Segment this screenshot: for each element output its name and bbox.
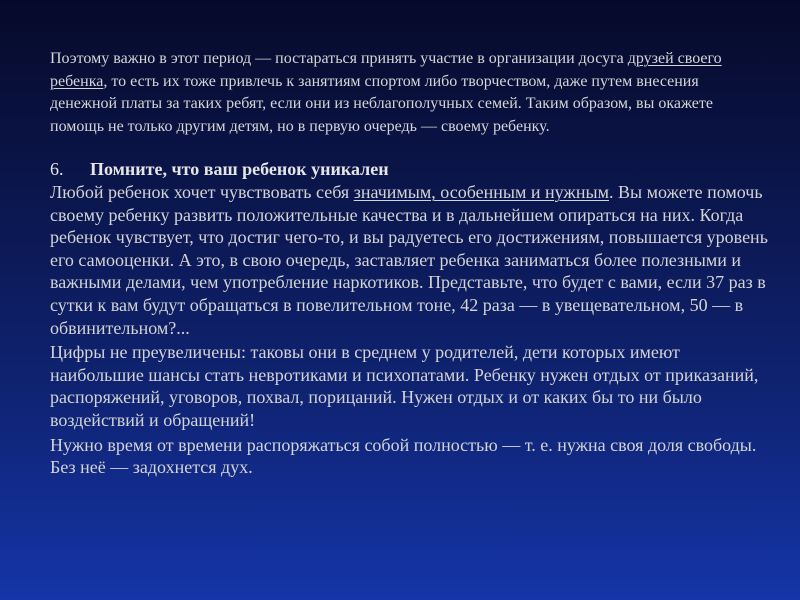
friends-link[interactable]: друзей своего ребенка xyxy=(50,50,722,90)
section-heading xyxy=(50,157,768,181)
significant-link[interactable]: значимым, особенным и нужным xyxy=(353,182,609,202)
figures-paragraph: Цифры не преувеличены: таковы они в среднем у родителей, дети которых имеют наибольшие шансы стать невротиками и психопатами. Ребенку нужен отдых от приказаний, распоряжений, уговоров, похвал, порицаний. Нужен отдых и от каких бы то ни было воздействий и обращений! xyxy=(50,342,759,430)
unique-text-end: . Вы можете помочь своему ребенку развить положительные качества и в дальнейшем опираться на них. Когда ребенок чувствует, что достиг чего-то, и вы радуетесь его достижениям, повышается уровень его самооценки. А это, в свою очередь, заставляет ребенка заниматься более полезными и важными делами, чем употребление наркотиков. Представьте, что будет с вами, если 37 раз в сутки к вам будут обращаться в повелительном тоне, 42 раза — в увещевательном, 50 — в обвинительном?... xyxy=(50,182,768,338)
freedom-paragraph: Нужно время от времени распоряжаться собой полностью — т. е. нужна своя доля свободы. Без неё — задохнется дух. xyxy=(50,434,757,478)
unique-text-start: Любой ребенок хочет чувствовать себя xyxy=(50,182,354,202)
intro-paragraph xyxy=(50,48,768,138)
unique-child-paragraph xyxy=(50,181,768,339)
intro-text-end: , то есть их тоже привлечь к занятиям спортом либо творчеством, даже путем внесения денежной платы за таких ребят, если они из неблагополучных семей. Таким образом, вы окажете помощь не только другим детям, но в первую очередь — своему ребенку. xyxy=(50,72,713,135)
intro-text-start: Поэтому важно в этот период — постараться принять участие в организации досуга xyxy=(50,50,628,67)
slide-content xyxy=(50,48,768,479)
section-title: Помните, что ваш ребенок уникален xyxy=(90,159,389,179)
section-number: 6. xyxy=(50,159,64,179)
